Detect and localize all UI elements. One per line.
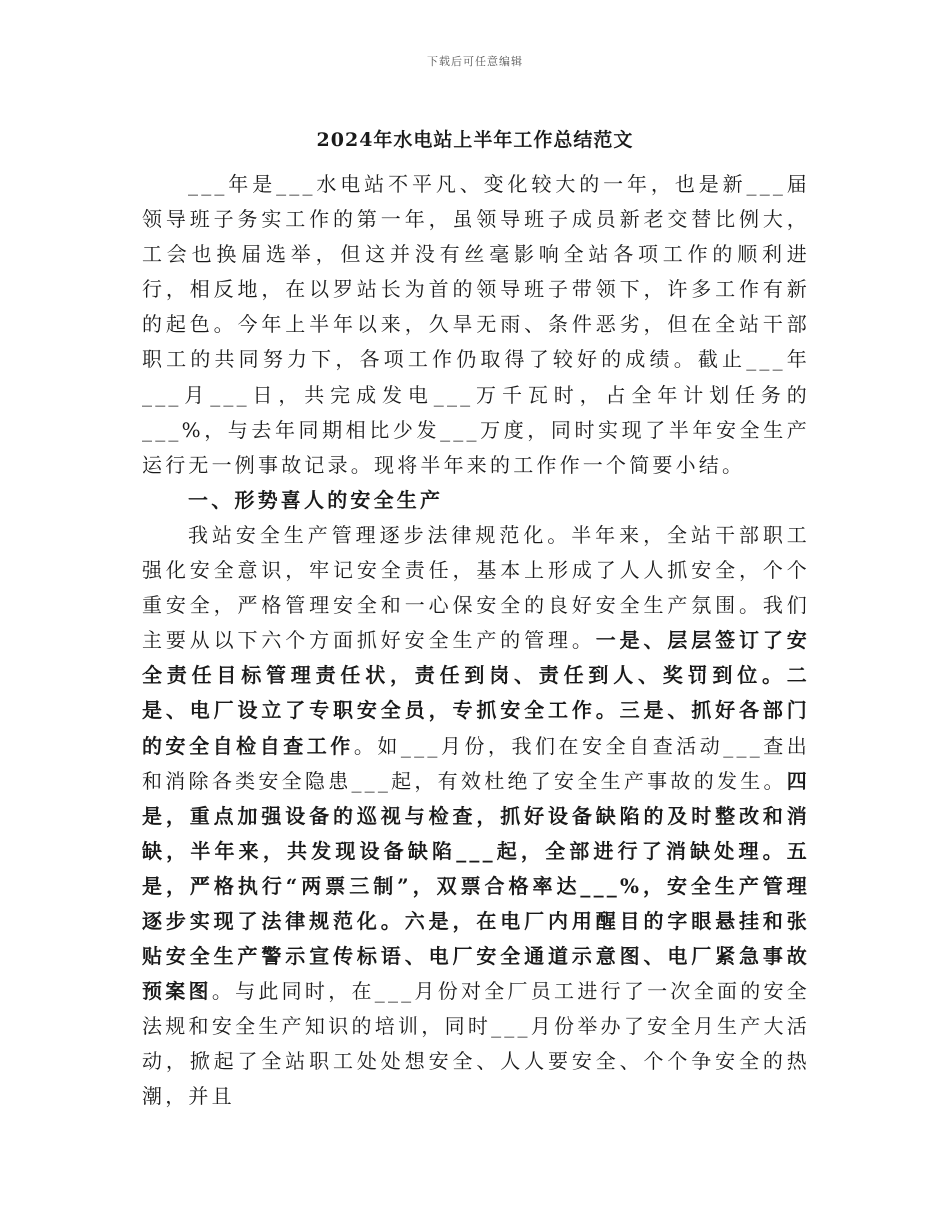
document-body — [142, 167, 810, 1115]
paragraph-segment: 。如___月份，我们在安全自查活动___查出和消除各类安全隐患___起，有效杜绝了安全生产事故的发生。 — [142, 733, 810, 793]
paragraph-segment-bold: 四是，重点加强设备的巡视与检查，抓好设备缺陷的及时整改和消缺，半年来，共发现设备缺陷___起，全部进行了消缺处理。五是，严格执行“两票三制”，双票合格率达___%，安全生产管理逐步实现了法律规范化。六是，在电厂内用醒目的字眼悬挂和张贴安全生产警示宣传标语、电厂安全通道示意图、电厂紧急事故预案图 — [142, 768, 810, 1004]
section-paragraph — [142, 518, 810, 1115]
paragraph-segment: 。与此同时，在___月份对全厂员工进行了一次全面的安全法规和安全生产知识的培训，同时___月份举办了安全月生产大活动，掀起了全站职工处处想安全、人人要安全、个个争安全的热潮，并且 — [142, 979, 810, 1109]
page-header-note: 下载后可任意编辑 — [427, 55, 523, 68]
section-heading: 一、形势喜人的安全生产 — [188, 487, 444, 512]
document-title: 2024年水电站上半年工作总结范文 — [316, 129, 634, 151]
paragraph-segment: 我站安全生产管理逐步法律规范化。半年来，全站干部职工强化安全意识，牢记安全责任，基本上形成了人人抓安全，个个重安全，严格管理安全和一心保安全的良好安全生产氛围。我们主要从以下六个方面抓好安全生产的管理。 — [142, 522, 810, 653]
paragraph-segment-bold: 一是、层层签订了安全责任目标管理责任状，责任到岗、责任到人、奖罚到位。二是、电厂设立了专职安全员，专抓安全工作。三是、抓好各部门的安全自检自查工作 — [142, 628, 810, 758]
intro-paragraph: ___年是___水电站不平凡、变化较大的一年，也是新___届领导班子务实工作的第一年，虽领导班子成员新老交替比例大，工会也换届选举，但这并没有丝毫影响全站各项工作的顺利进行，相反地，在以罗站长为首的领导班子带领下，许多工作有新的起色。今年上半年以来，久旱无雨、条件恶劣，但在全站干部职工的共同努力下，各项工作仍取得了较好的成绩。截止___年___月___日，共完成发电___万千瓦时，占全年计划任务的___%，与去年同期相比少发___万度，同时实现了半年安全生产运行无一例事故记录。现将半年来的工作作一个简要小结。 — [142, 172, 810, 477]
